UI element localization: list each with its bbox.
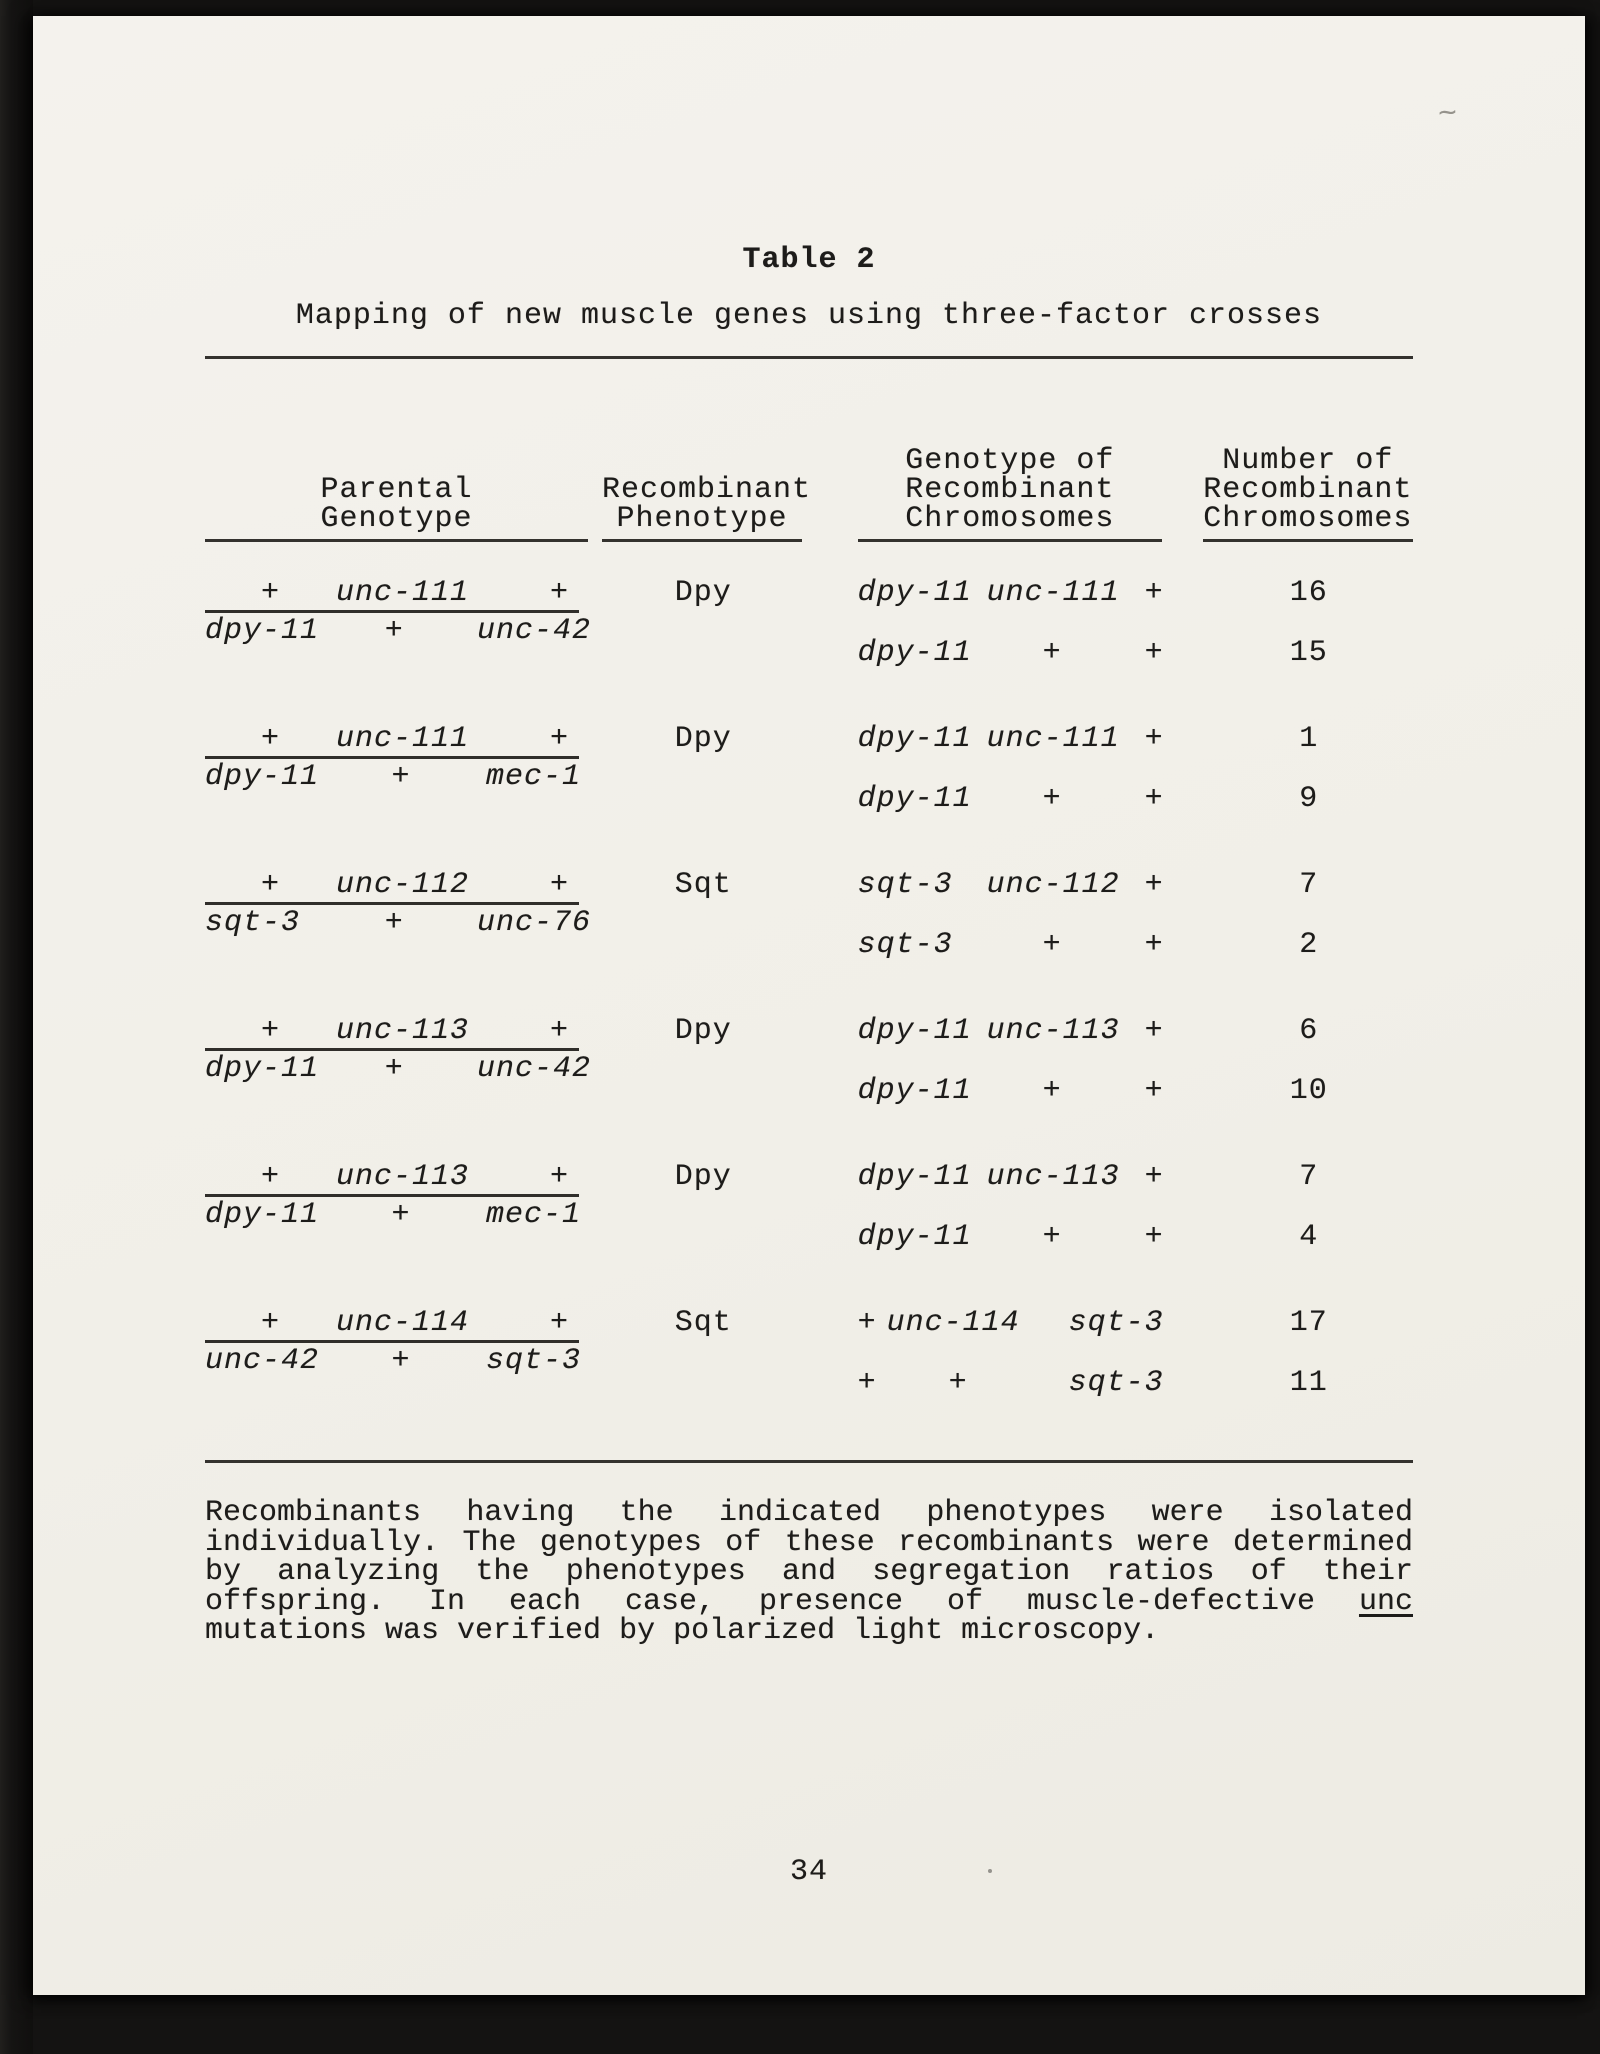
allele: + <box>1144 1074 1164 1108</box>
allele: + <box>1144 1160 1164 1194</box>
allele: + <box>549 1306 569 1340</box>
header-line: Chromosomes <box>905 502 1115 536</box>
table-row <box>205 1016 1413 1106</box>
fraction-bottom <box>205 1197 591 1230</box>
footnote-line <box>205 1584 1413 1619</box>
phenotype-cell: Dpy <box>674 1160 732 1194</box>
allele: + <box>549 1160 569 1194</box>
allele: unc-112 <box>986 868 1120 902</box>
count-cell <box>1205 870 1413 960</box>
table-row <box>205 1162 1413 1252</box>
allele: + <box>1144 1220 1164 1254</box>
phenotype-cell: Sqt <box>674 1306 732 1340</box>
scanner-edge-shadow <box>0 0 33 2054</box>
allele: + <box>1144 576 1164 610</box>
allele: + <box>260 576 280 610</box>
allele: + <box>1144 928 1164 962</box>
allele: + <box>1042 1220 1062 1254</box>
allele: + <box>1144 636 1164 670</box>
allele: + <box>391 1198 411 1232</box>
header-genotype-of-recombinant-chromosomes <box>858 444 1162 542</box>
header-line: Number of <box>1222 444 1394 478</box>
allele: + <box>948 1366 968 1400</box>
allele: unc-42 <box>476 614 591 648</box>
genotype-line <box>858 578 1164 608</box>
allele: unc-113 <box>336 1160 470 1194</box>
genotype-fraction <box>205 870 591 938</box>
genotype-line <box>858 870 1164 900</box>
allele: + <box>549 868 569 902</box>
allele: + <box>384 614 404 648</box>
allele: dpy-11 <box>205 614 320 648</box>
genotype-line <box>858 1222 1164 1252</box>
footnote-line: individually. The genotypes of these recombinants were determined <box>205 1525 1413 1560</box>
allele: + <box>1042 1074 1062 1108</box>
allele: + <box>1042 782 1062 816</box>
allele: sqt-3 <box>857 868 953 902</box>
footnote-text: offspring. In each case, presence of muscle-defective <box>205 1584 1315 1619</box>
allele: + <box>260 722 280 756</box>
fraction-bottom <box>205 905 591 938</box>
parental-genotype-cell <box>205 724 591 792</box>
genotype-line <box>858 1162 1164 1192</box>
header-line: Chromosomes <box>1203 502 1413 536</box>
allele: + <box>857 1366 877 1400</box>
genotype-fraction <box>205 724 591 792</box>
phenotype-cell: Sqt <box>674 868 732 902</box>
fraction-bottom <box>205 1343 591 1376</box>
recombinant-count: 7 <box>1299 1160 1319 1194</box>
underlined-gene-term: unc <box>1358 1584 1413 1619</box>
count-cell <box>1205 1162 1413 1252</box>
allele: unc-113 <box>986 1160 1120 1194</box>
phenotype-cell: Dpy <box>674 1014 732 1048</box>
allele: + <box>1042 928 1062 962</box>
fraction-top <box>205 870 579 905</box>
recombinant-count: 7 <box>1299 868 1319 902</box>
page-content <box>205 16 1413 1889</box>
recombinant-genotype-cell <box>858 1016 1164 1106</box>
allele: dpy-11 <box>857 1220 972 1254</box>
recombinant-count: 1 <box>1299 722 1319 756</box>
top-rule <box>205 356 1413 359</box>
allele: dpy-11 <box>857 1074 972 1108</box>
allele: unc-42 <box>476 1052 591 1086</box>
table-footnote <box>205 1496 1413 1649</box>
genotype-line <box>858 724 1164 754</box>
fraction-top <box>205 1308 579 1343</box>
scan-speck <box>988 1869 992 1873</box>
allele: + <box>384 906 404 940</box>
recombinant-genotype-cell <box>858 724 1164 814</box>
parental-genotype-cell <box>205 870 591 938</box>
allele: dpy-11 <box>205 1198 320 1232</box>
recombinant-genotype-cell <box>858 578 1164 668</box>
recombinant-count: 10 <box>1289 1074 1328 1108</box>
genotype-line <box>858 1076 1164 1106</box>
allele: + <box>857 1306 877 1340</box>
recombinant-count: 6 <box>1299 1014 1319 1048</box>
header-parental-genotype <box>205 473 588 542</box>
allele: dpy-11 <box>857 782 972 816</box>
allele: unc-111 <box>336 576 470 610</box>
recombinant-genotype-cell <box>858 1162 1164 1252</box>
header-line: Phenotype <box>616 502 788 536</box>
header-line: Recombinant <box>602 473 812 507</box>
header-line: Parental <box>320 473 473 507</box>
scanned-page <box>33 16 1585 1995</box>
fraction-top <box>205 1162 579 1197</box>
footnote-line: mutations was verified by polarized light microscopy. <box>205 1614 1160 1649</box>
genotype-line <box>858 1368 1164 1398</box>
table-row <box>205 578 1413 668</box>
header-line: Genotype of <box>905 444 1115 478</box>
allele: + <box>1144 868 1164 902</box>
allele: unc-114 <box>336 1306 470 1340</box>
header-line: Recombinant <box>1203 473 1413 507</box>
allele: + <box>549 722 569 756</box>
parental-genotype-cell <box>205 1162 591 1230</box>
header-recombinant-phenotype <box>602 473 812 542</box>
allele: sqt-3 <box>205 906 301 940</box>
fraction-bottom <box>205 613 591 646</box>
allele: + <box>549 576 569 610</box>
genotype-fraction <box>205 1162 591 1230</box>
phenotype-cell: Dpy <box>674 722 732 756</box>
allele: mec-1 <box>486 760 582 794</box>
table-body <box>205 578 1413 1463</box>
allele: unc-111 <box>336 722 470 756</box>
header-line: Recombinant <box>905 473 1115 507</box>
count-cell <box>1205 1308 1413 1398</box>
allele: + <box>260 1014 280 1048</box>
allele: unc-113 <box>336 1014 470 1048</box>
allele: + <box>260 868 280 902</box>
allele: + <box>260 1160 280 1194</box>
bottom-rule <box>205 1460 1413 1463</box>
allele: dpy-11 <box>857 1160 972 1194</box>
recombinant-count: 16 <box>1289 576 1328 610</box>
page-number: 34 <box>789 1854 828 1889</box>
allele: dpy-11 <box>857 722 972 756</box>
allele: + <box>391 760 411 794</box>
recombinant-count: 4 <box>1299 1220 1319 1254</box>
count-cell <box>1205 1016 1413 1106</box>
recombinant-count: 2 <box>1299 928 1319 962</box>
allele: unc-111 <box>986 576 1120 610</box>
parental-genotype-cell <box>205 578 591 646</box>
allele: unc-76 <box>476 906 591 940</box>
table-row <box>205 724 1413 814</box>
allele: + <box>391 1344 411 1378</box>
header-line: Genotype <box>320 502 473 536</box>
allele: dpy-11 <box>205 1052 320 1086</box>
footnote-line: by analyzing the phenotypes and segregation ratios of their <box>205 1555 1413 1590</box>
fraction-top <box>205 724 579 759</box>
phenotype-cell: Dpy <box>674 576 732 610</box>
genotype-line <box>858 930 1164 960</box>
allele: sqt-3 <box>857 928 953 962</box>
genotype-line <box>858 1016 1164 1046</box>
allele: unc-112 <box>336 868 470 902</box>
allele: unc-111 <box>986 722 1120 756</box>
allele: + <box>1144 782 1164 816</box>
recombinant-count: 17 <box>1289 1306 1328 1340</box>
allele: + <box>1144 1014 1164 1048</box>
genotype-line <box>858 1308 1164 1338</box>
footnote-line: Recombinants having the indicated phenotypes were isolated <box>205 1496 1413 1530</box>
fraction-bottom <box>205 1051 591 1084</box>
allele: dpy-11 <box>857 1014 972 1048</box>
table-row <box>205 870 1413 960</box>
allele: sqt-3 <box>486 1344 582 1378</box>
recombinant-count: 9 <box>1299 782 1319 816</box>
fraction-bottom <box>205 759 591 792</box>
fraction-top <box>205 578 579 613</box>
parental-genotype-cell <box>205 1308 591 1376</box>
allele: + <box>549 1014 569 1048</box>
allele: unc-113 <box>986 1014 1120 1048</box>
genotype-fraction <box>205 1308 591 1376</box>
allele: unc-114 <box>886 1306 1020 1340</box>
recombinant-count: 15 <box>1289 636 1328 670</box>
allele: + <box>1144 722 1164 756</box>
recombinant-count: 11 <box>1289 1366 1328 1400</box>
recombinant-genotype-cell <box>858 1308 1164 1398</box>
allele: + <box>1042 636 1062 670</box>
table-row <box>205 1308 1413 1398</box>
table-header-row <box>205 444 1413 542</box>
table-subtitle: Mapping of new muscle genes using three-factor crosses <box>295 299 1323 333</box>
allele: + <box>384 1052 404 1086</box>
allele: dpy-11 <box>205 760 320 794</box>
count-cell <box>1205 578 1413 668</box>
genotype-fraction <box>205 1016 591 1084</box>
recombinant-genotype-cell <box>858 870 1164 960</box>
allele: sqt-3 <box>1068 1306 1164 1340</box>
genotype-line <box>858 638 1164 668</box>
allele: dpy-11 <box>857 576 972 610</box>
allele: + <box>260 1306 280 1340</box>
allele: sqt-3 <box>1068 1366 1164 1400</box>
allele: mec-1 <box>486 1198 582 1232</box>
allele: unc-42 <box>205 1344 320 1378</box>
fraction-top <box>205 1016 579 1051</box>
stray-pencil-mark: ~ <box>1435 95 1459 134</box>
count-cell <box>1205 724 1413 814</box>
genotype-line <box>858 784 1164 814</box>
table-title: Table 2 <box>742 243 876 277</box>
allele: dpy-11 <box>857 636 972 670</box>
genotype-fraction <box>205 578 591 646</box>
header-number-of-recombinant-chromosomes <box>1203 444 1413 542</box>
parental-genotype-cell <box>205 1016 591 1084</box>
